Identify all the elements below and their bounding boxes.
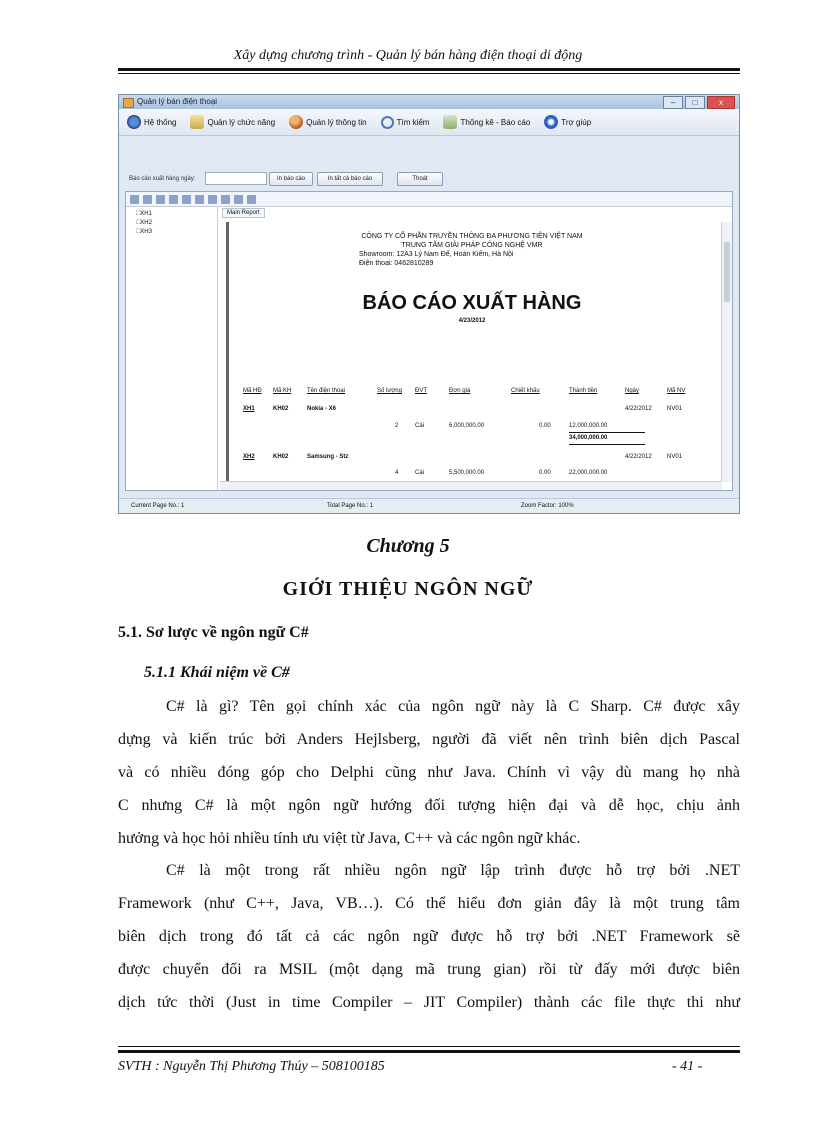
col-header: Mã HĐ [243,388,262,394]
minimize-button[interactable]: – [663,96,683,109]
col-header: ĐVT [415,388,427,394]
row-total: 34,000,000.00 [569,435,608,441]
date-label: Báo cáo xuất hàng ngày: [129,176,196,182]
nav-next-icon[interactable] [208,195,217,204]
col-header: Số lượng [377,388,402,394]
nav-prev-icon[interactable] [195,195,204,204]
export-icon[interactable] [130,195,139,204]
row-dongia: 5,500,000.00 [449,470,485,476]
text-line: C nhưng C# là một ngôn ngữ hướng đối tượng hiện đại và dễ học, chịu ảnh [118,797,740,814]
row-ck: 0.00 [539,470,551,476]
col-header: Mã KH [273,388,292,394]
report-page [226,222,715,490]
app-icon [123,98,134,108]
row-mahd: XH1 [243,406,255,412]
col-header: Chiết khấu [511,388,540,394]
menu-label: Tìm kiếm [396,117,430,127]
menu-search[interactable] [381,116,430,129]
tree-item[interactable]: □ XH3 [136,227,217,236]
date-input[interactable] [205,172,267,185]
current-page-status: Current Page No.: 1 [131,503,185,509]
total-page-status: Total Page No.: 1 [327,503,374,509]
info-icon [289,115,303,129]
row-mahd: XH2 [243,454,255,460]
row-dvt: Cái [415,470,425,476]
zoom-icon[interactable] [247,195,256,204]
menu-report[interactable] [443,115,530,129]
row-ngay: 4/22/2012 [625,454,652,460]
search-icon [381,116,394,129]
paragraph-2 [118,854,740,1019]
report-title: BÁO CÁO XUẤT HÀNG [362,292,582,314]
row-makh: KH02 [273,406,289,412]
text-line: dựng và kiến trúc bởi Anders Hejlsberg, người đã viết nên trình biên dịch Pascal [118,731,740,748]
menu-label: Quản lý chức năng [207,117,276,127]
report-company [229,232,715,250]
report-address [359,250,513,268]
row-manv: NV01 [667,454,683,460]
app-screenshot [118,94,740,514]
close-button[interactable]: x [707,96,735,109]
chapter-label: Chương 5 [366,535,450,557]
footer-rule-thin [118,1046,740,1047]
text-line: được chuyển đổi ra MSIL (một dạng mã trung gian) rồi từ đấy mới được biên [118,961,740,978]
phone: Điện thoại: 0462810289 [359,260,434,267]
subtotal-rule [569,432,645,433]
row-thanhtien: 22,000,000.00 [569,470,608,476]
status-bar [119,498,739,513]
text-line: hưởng và học hỏi nhiều tính ưu việt từ Java, C++ và các ngôn ngữ khác. [118,830,581,847]
nav-last-icon[interactable] [221,195,230,204]
company-name: CÔNG TY CỔ PHẦN TRUYỀN THÔNG ĐA PHƯƠNG TIỆN VIỆT NAM [361,233,583,240]
print-all-button[interactable]: In tất cả báo cáo [317,172,383,186]
refresh-icon[interactable] [156,195,165,204]
header-rule-thin [118,73,740,74]
horizontal-scrollbar[interactable] [220,481,722,490]
text-line: C# là gì? Tên gọi chính xác của ngôn ngữ này là C Sharp. C# được xây [166,698,740,715]
menu-function[interactable] [190,115,275,129]
showroom: Showroom: 12A3 Lý Nam Đế, Hoàn Kiếm, Hà Nội [359,251,514,258]
col-header: Đơn giá [449,388,471,394]
text-line: Framework (như C++, Java, VB…). Có thể hiểu đơn giản đây là một trung tâm [118,895,740,912]
text-line: dịch tức thời (Just in time Compiler – JIT Compiler) thành các file thực thi như [118,994,740,1011]
filter-row [119,136,739,190]
subsection-heading: 5.1.1 Khái niệm về C# [144,664,290,681]
exit-button[interactable]: Thoát [397,172,443,186]
row-dvt: Cái [415,423,425,429]
section-heading: 5.1. Sơ lược về ngôn ngữ C# [118,624,309,641]
row-sl: 2 [395,423,399,429]
col-header: Thành tiền [569,388,598,394]
report-icon [443,115,457,129]
nav-first-icon[interactable] [182,195,191,204]
footer-author: SVTH : Nguyễn Thị Phương Thúy – 508100185 [118,1059,385,1074]
window-titlebar [119,95,739,109]
system-icon [127,115,141,129]
report-date: 4/23/2012 [458,318,486,324]
col-header: Tên điện thoại [307,388,346,394]
row-makh: KH02 [273,454,289,460]
row-dongia: 6,000,000.00 [449,423,485,429]
menu-help[interactable] [544,115,591,129]
tab-main-report[interactable]: Main Report [222,208,265,218]
find-icon[interactable] [234,195,243,204]
total-rule [569,444,645,445]
row-ten: Nokia - X6 [307,406,337,412]
chapter-title: GIỚI THIỆU NGÔN NGỮ [282,578,534,600]
tree-item[interactable]: □ XH1 [136,209,217,218]
col-header: Ngày [625,388,640,394]
menu-label: Trợ giúp [561,117,592,127]
menu-info[interactable] [289,115,366,129]
print-report-button[interactable]: In báo cáo [269,172,313,186]
row-ten: Samsung - Stz [307,454,349,460]
paragraph-1 [118,690,740,855]
function-icon [190,115,204,129]
page-number: - 41 - [672,1059,703,1074]
help-icon [544,115,558,129]
row-sl: 4 [395,470,399,476]
col-header: Mã NV [667,388,686,394]
report-viewer [125,191,733,491]
viewer-toolbar [126,192,732,207]
window-title: Quản lý bán điện thoại [137,97,218,106]
text-line: và có nhiều đóng góp cho Delphi cũng như Java. Chính vì vậy dù mang họ nhà [118,764,740,781]
tree-toggle-icon[interactable] [169,195,178,204]
menu-label: Quản lý thông tin [306,117,367,127]
row-manv: NV01 [667,406,683,412]
zoom-status: Zoom Factor: 100% [521,503,574,509]
menu-label: Thống kê - Báo cáo [460,117,531,127]
row-ngay: 4/22/2012 [625,406,652,412]
row-thanhtien: 12,000,000.00 [569,423,608,429]
menu-bar [119,109,739,136]
tree-item[interactable]: □ XH2 [136,218,217,227]
center-name: TRUNG TÂM GIẢI PHÁP CÔNG NGHỆ VMR [401,242,543,249]
group-tree [126,207,218,490]
row-ck: 0.00 [539,423,551,429]
header-rule-thick [118,68,740,71]
vertical-scrollbar[interactable] [721,222,732,482]
running-header: Xây dựng chương trình - Quản lý bán hàng điện thoại di động [233,48,583,63]
text-line: biên dịch trong đó tất cả các ngôn ngữ được hỗ trợ bởi .NET Framework sẽ [118,928,740,945]
text-line: C# là một trong rất nhiều ngôn ngữ lập trình được hỗ trợ bởi .NET [166,862,740,879]
menu-label: Hệ thống [144,117,177,127]
footer-rule-thick [118,1050,740,1053]
menu-system[interactable] [127,115,176,129]
maximize-button[interactable]: □ [685,96,705,109]
print-icon[interactable] [143,195,152,204]
